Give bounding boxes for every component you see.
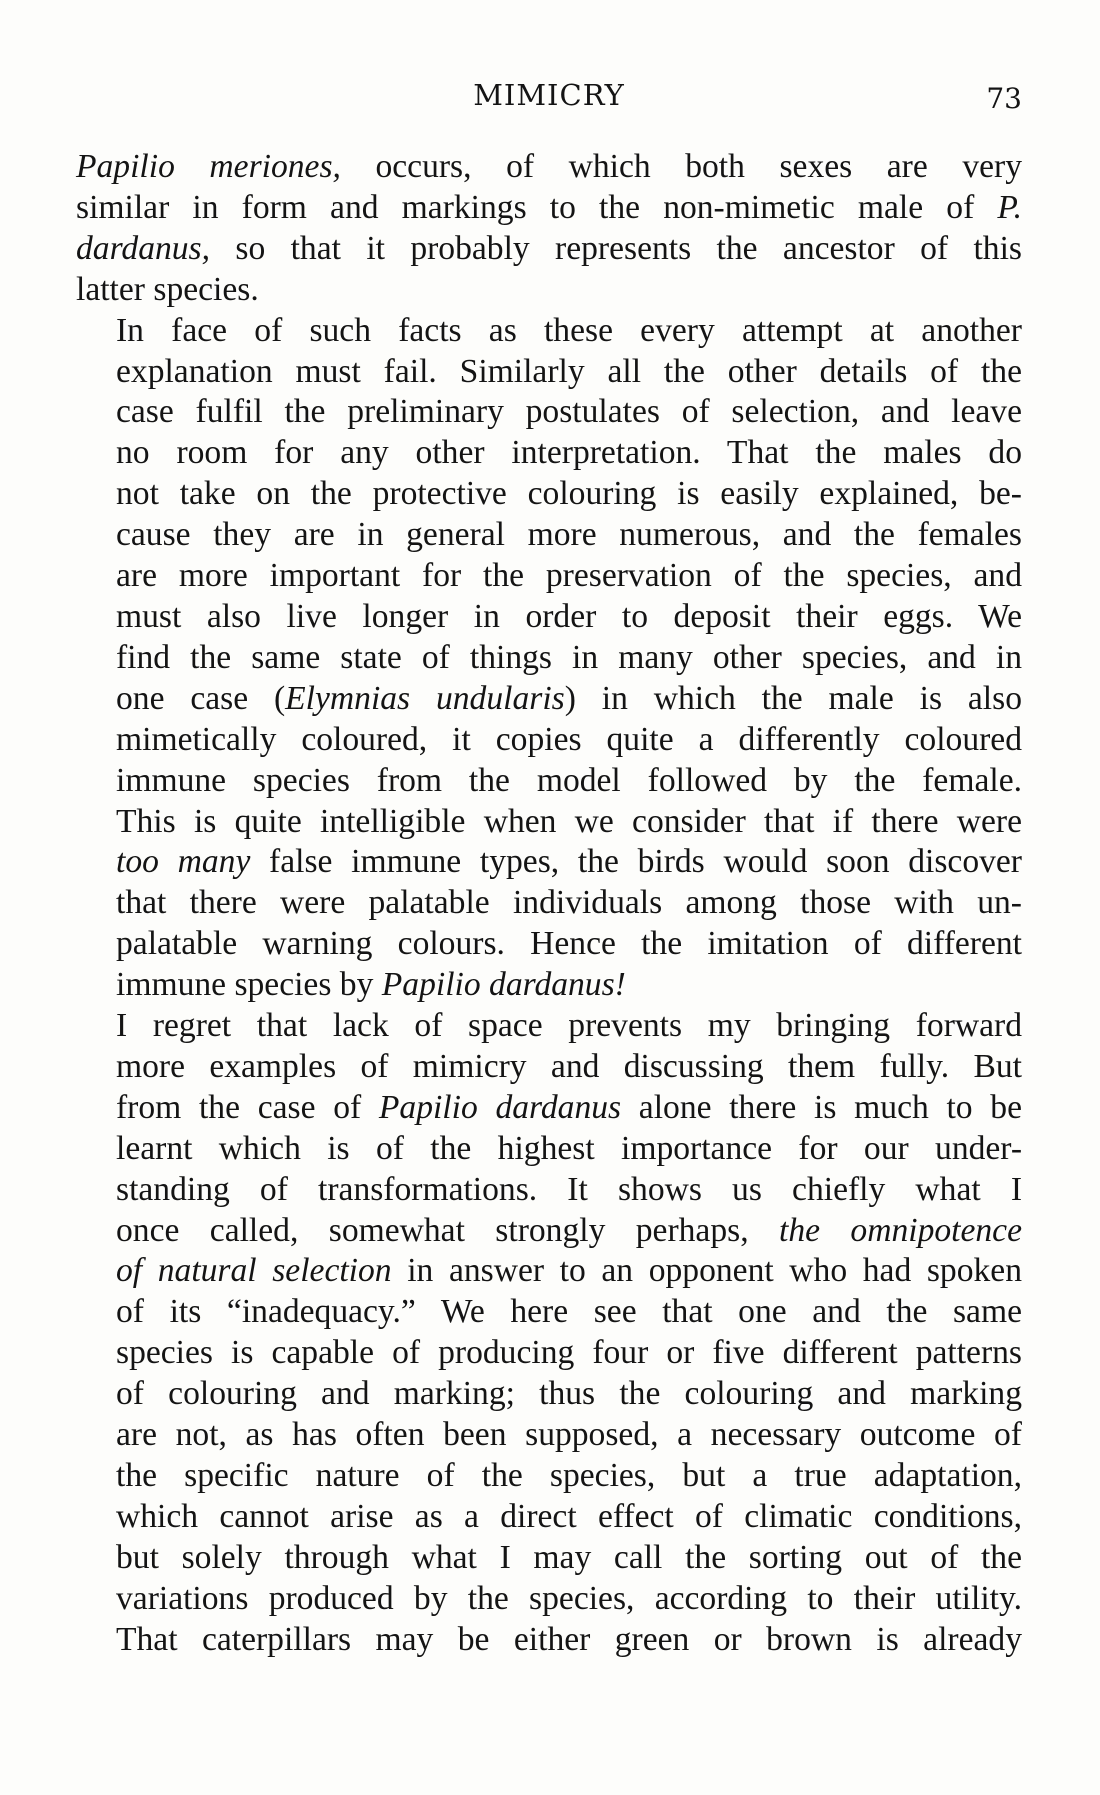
text-line	[76, 1456, 1022, 1497]
text-line	[76, 1292, 1022, 1333]
text-line	[76, 1211, 1022, 1252]
text-run: palatable warning colours. Hence the imitation of different	[116, 925, 1022, 963]
text-line	[76, 679, 1022, 720]
text-line	[76, 720, 1022, 761]
text-run: cause they are in general more numerous, and the females	[116, 516, 1022, 554]
italic-text: of natural selection	[116, 1252, 392, 1290]
text-run: This is quite intelligible when we consider that if there were	[116, 802, 1022, 840]
text-line	[76, 1333, 1022, 1374]
text-run: species is capable of producing four or five different patterns	[116, 1334, 1022, 1372]
text-run: that there were palatable individuals among those with un-	[116, 884, 1022, 922]
paragraph	[76, 1006, 1022, 1661]
text-run: That caterpillars may be either green or brown is already	[116, 1620, 1022, 1658]
text-run: once called, somewhat strongly perhaps,	[116, 1211, 779, 1249]
text-line	[76, 1374, 1022, 1415]
text-run: I regret that lack of space prevents my bringing forward	[116, 1007, 1022, 1045]
text-run: In face of such facts as these every attempt at another	[116, 311, 1022, 349]
running-title: MIMICRY	[473, 78, 625, 112]
text-run: alone there is much to be	[621, 1088, 1022, 1126]
text-run: one case (	[116, 679, 286, 717]
text-run: variations produced by the species, according to their utility.	[116, 1579, 1022, 1617]
text-run: ) in which the male is also	[564, 679, 1022, 717]
italic-text: the omnipotence	[779, 1211, 1022, 1249]
italic-text: P.	[997, 188, 1022, 226]
text-run: standing of transformations. It shows us chiefly what I	[116, 1170, 1022, 1208]
text-line	[76, 842, 1022, 883]
text-run: but solely through what I may call the sorting out of the	[116, 1538, 1022, 1576]
paragraph	[76, 311, 1022, 1006]
italic-text: Papilio dardanus	[378, 1088, 622, 1126]
text-line	[76, 1088, 1022, 1129]
text-run: immune species from the model followed by the female.	[116, 761, 1022, 799]
text-run: are more important for the preservation of the species, and	[116, 557, 1022, 595]
text-line	[76, 883, 1022, 924]
text-line	[76, 802, 1022, 843]
text-run: must also live longer in order to deposit their eggs. We	[116, 597, 1022, 635]
text-run: case fulfil the preliminary postulates of selection, and leave	[116, 393, 1022, 431]
text-line	[76, 638, 1022, 679]
text-line	[76, 311, 1022, 352]
text-line	[76, 270, 1022, 311]
text-run: occurs, of which both sexes are very	[340, 148, 1022, 185]
text-line	[76, 515, 1022, 556]
italic-text: Elymnias undularis	[285, 679, 565, 717]
text-line	[76, 188, 1022, 229]
text-run: which cannot arise as a direct effect of climatic conditions,	[116, 1497, 1022, 1535]
text-line	[76, 1497, 1022, 1538]
text-run: are not, as has often been supposed, a necessary outcome of	[116, 1416, 1022, 1454]
text-line	[76, 1170, 1022, 1211]
text-run: more examples of mimicry and discussing them fully. But	[116, 1047, 1022, 1085]
text-line	[76, 474, 1022, 515]
text-run: from the case of	[116, 1088, 379, 1126]
italic-text: too many	[116, 843, 251, 881]
body-text	[76, 147, 1022, 1661]
running-head	[76, 78, 1022, 118]
italic-text: Papilio dardanus!	[381, 966, 626, 1004]
text-line	[76, 597, 1022, 638]
text-run: similar in form and markings to the non-mimetic male of	[76, 188, 998, 226]
text-line	[76, 556, 1022, 597]
text-line	[76, 965, 1022, 1006]
text-run: the specific nature of the species, but a true adaptation,	[116, 1457, 1022, 1494]
text-run: find the same state of things in many other species, and in	[116, 638, 1022, 676]
text-run: of its “inadequacy.” We here see that one and the same	[116, 1293, 1022, 1331]
text-run: false immune types, the birds would soon discover	[250, 843, 1022, 881]
text-line	[76, 1129, 1022, 1170]
text-run: explanation must fail. Similarly all the other details of the	[116, 352, 1022, 390]
text-run: so that it probably represents the ancestor of this	[210, 229, 1022, 267]
page-number: 73	[986, 82, 1022, 115]
text-line	[76, 1620, 1022, 1661]
text-run: immune species by	[116, 966, 382, 1004]
text-line	[76, 147, 1022, 188]
text-line	[76, 1579, 1022, 1620]
italic-text: dardanus,	[76, 229, 211, 267]
text-line	[76, 924, 1022, 965]
text-run: mimetically coloured, it copies quite a differently coloured	[116, 720, 1022, 758]
text-run: latter species.	[76, 270, 259, 308]
text-run: not take on the protective colouring is easily explained, be-	[116, 475, 1022, 513]
text-line	[76, 229, 1022, 270]
text-run: learnt which is of the highest importance for our under-	[116, 1129, 1022, 1167]
italic-text: Papilio meriones,	[76, 148, 341, 185]
text-line	[76, 1047, 1022, 1088]
text-run: no room for any other interpretation. That the males do	[116, 434, 1022, 472]
text-line	[76, 1415, 1022, 1456]
text-line	[76, 1538, 1022, 1579]
text-line	[76, 352, 1022, 393]
paragraph	[76, 147, 1022, 311]
text-line	[76, 761, 1022, 802]
text-line	[76, 392, 1022, 433]
text-run: in answer to an opponent who had spoken	[391, 1252, 1022, 1290]
text-line	[76, 433, 1022, 474]
text-run: of colouring and marking; thus the colouring and marking	[116, 1375, 1022, 1413]
text-line	[76, 1251, 1022, 1292]
text-line	[76, 1006, 1022, 1047]
